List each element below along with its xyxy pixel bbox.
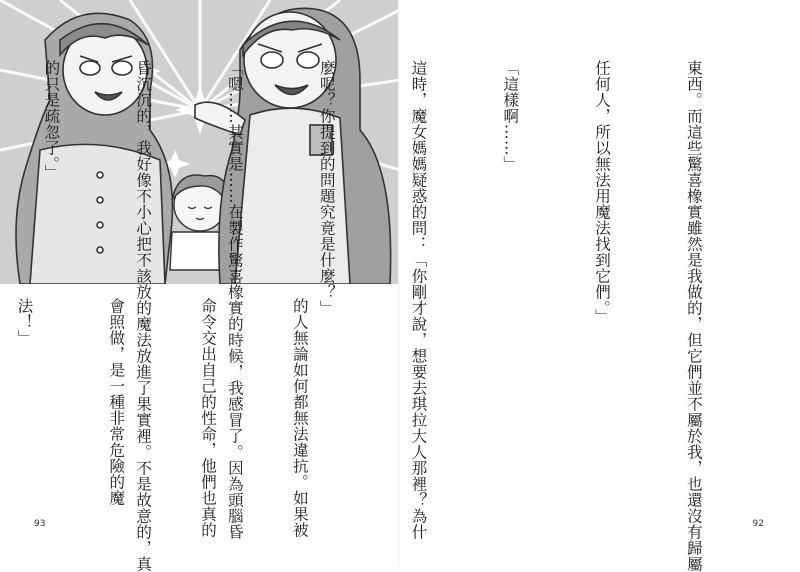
text-line: 命令交出自己的性命，他們也真的: [199, 298, 218, 538]
text-line: 法！」: [15, 298, 34, 346]
text-line: 會照做，是一種非常危險的魔: [107, 298, 126, 506]
text-line: 麼呢？你提到的問題究竟是什麼？」: [317, 60, 336, 316]
page-number-right: 92: [752, 519, 764, 529]
text-line: 「這樣啊……」: [501, 60, 520, 172]
page-number-left: 93: [34, 519, 46, 529]
text-line: 任何人，所以無法用魔法找到它們。」: [593, 60, 612, 325]
text-line: 東西。而這些驚喜橡實雖然是我做的，但它們並不屬於我，也還沒有歸屬: [684, 60, 703, 572]
text-line: 的只是疏忽了。」: [42, 60, 61, 181]
text-line: 昏沉沉的，我好像不小心把不該放的魔法放進了果實裡。不是故意的，真: [134, 60, 153, 572]
text-line: 「嗯……其實是……在製作驚喜橡實的時候，我感冒了。因為頭腦昏: [225, 60, 244, 540]
text-line: 這時，魔女媽媽疑惑的問：「你剛才說，想要去琪拉大人那裡？為什: [409, 60, 428, 540]
text-line: 的人無論如何都無法違抗。如果被: [290, 298, 309, 538]
